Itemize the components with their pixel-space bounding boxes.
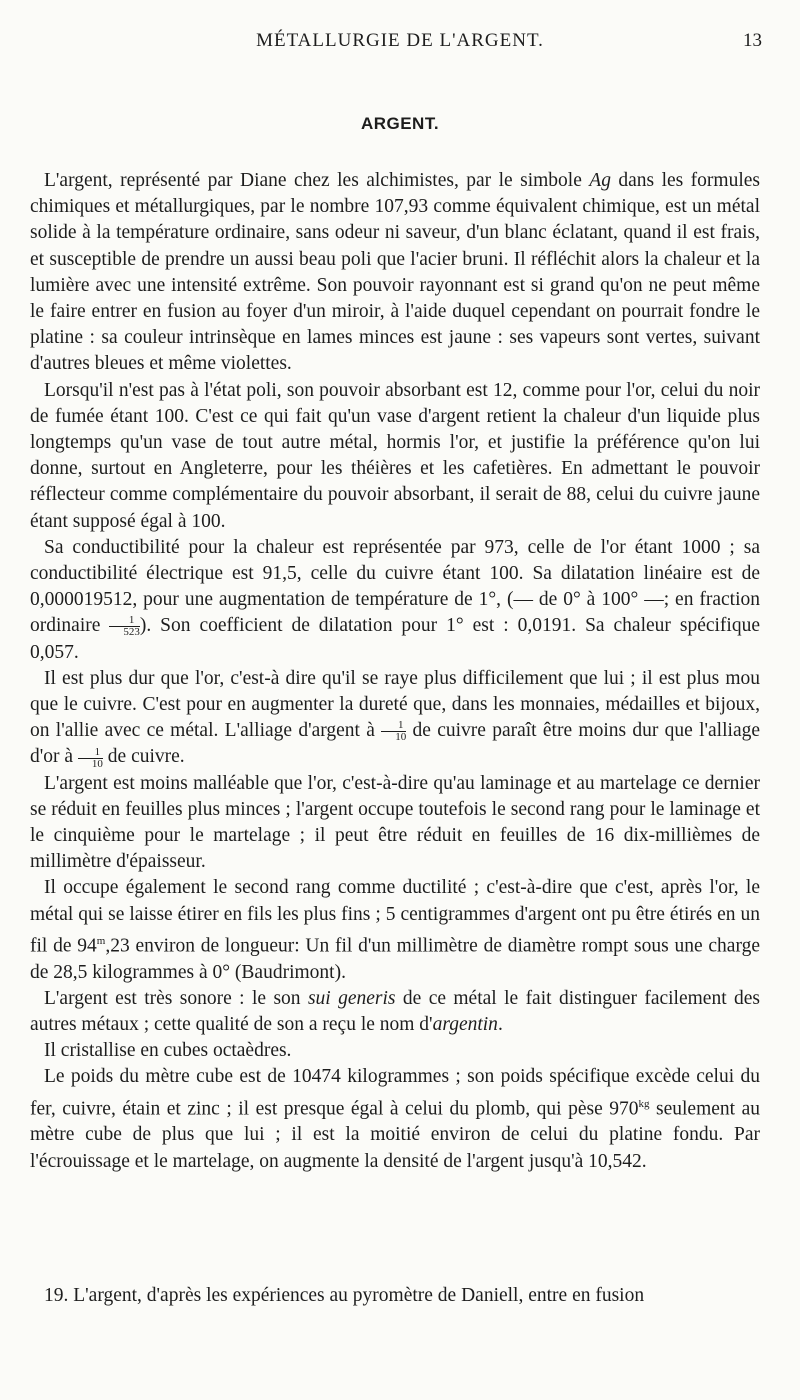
paragraph-1 xyxy=(30,168,760,378)
running-header xyxy=(0,28,800,58)
fraction xyxy=(381,720,406,743)
text-span: de cuivre. xyxy=(102,746,185,768)
text-span: Le poids du mètre cube est de 10474 kilogrammes ; son poids spécifique excède celui du fer, cuivre, étain et zinc ; il est presque égal à celui du plomb, qui pèse 970 xyxy=(30,1066,760,1120)
superscript: m xyxy=(96,934,106,947)
next-section-line xyxy=(44,1283,760,1309)
paragraph-7 xyxy=(30,986,760,1038)
paragraph-5: L'argent est moins malléable que l'or, c'est-à-dire qu'au laminage et au martelage ce dernier se réduit en feuilles plus minces ; l'argent occupe toutefois le second rang pour le laminage et le cinquième pour le martelage ; il peut être réduit en feuilles de 16 dix-millièmes de millimètre d'épaisseur. xyxy=(30,772,760,873)
text-span: Il est plus dur que l'or, c'est-à dire qu'il se raye plus difficilement que lui ; il est plus mou que le cuivre. C'est pour en augmenter la dureté que, dans les monnaies, médailles et bijoux, on l'allie avec ce métal. L'alliage d'argent à xyxy=(30,667,760,742)
text-span: ). Son coefficient de dilatation pour 1° est : 0,0191. Sa chaleur spécifique 0,057. xyxy=(30,615,760,663)
body-text xyxy=(30,168,760,1175)
fraction-denominator: 523 xyxy=(109,626,140,638)
paragraph-3 xyxy=(30,535,760,666)
text-span: ,23 environ de longueur: Un fil d'un millimètre de diamètre rompt sous une charge de 28,5 kilogrammes à 0° (Baudrimont). xyxy=(30,935,760,983)
superscript: kg xyxy=(638,1097,650,1110)
italic-term: sui generis xyxy=(307,987,396,1009)
fraction xyxy=(78,747,103,770)
text-span: de ce métal le fait distinguer facilement des autres métaux ; cette qualité de son a reçu le nom d' xyxy=(30,987,760,1035)
paragraph-2: Lorsqu'il n'est pas à l'état poli, son pouvoir absorbant est 12, comme pour l'or, celui du noir de fumée étant 100. C'est ce qui fait qu'un vase d'argent retient la chaleur d'un liquide plus longtemps qu'un vase de tout autre métal, hormis l'or, et justifie la préférence qu'on lui donne, surtout en Angleterre, pour les théières et les cafetières. En admettant le pouvoir réflecteur comme complémentaire du pouvoir absorbant, il serait de 88, celui du cuivre jaune étant supposé égal à 100. xyxy=(30,379,760,532)
text-span: de cuivre paraît être moins dur que l'alliage d'or à xyxy=(30,720,760,768)
text-span: dans les formules chimiques et métallurgiques, par le nombre 107,93 comme équivalent chimique, est un métal solide à la température ordinaire, sans odeur ni saveur, d'un blanc éclatant, quand il est frais, et susceptible de prendre un aussi beau poli que l'acier bruni. Il réfléchit alors la chaleur et la lumière avec une intensité extrême. Son pouvoir rayonnant est si grand qu'on ne peut même le faire entrer en fusion au foyer d'un miroir, à l'aide duquel cependant on pourrait fondre le platine : sa couleur intrinsèque en lames minces est jaune : ses vapeurs sont vertes, suivant d'autres bleues et même violettes. xyxy=(30,170,760,375)
fraction-numerator: 1 xyxy=(128,614,135,627)
paragraph-9 xyxy=(30,1064,760,1174)
paragraph-4 xyxy=(30,666,760,771)
text-span: Il occupe également le second rang comme ductilité ; c'est-à-dire que c'est, après l'or, le métal qui se laisse étirer en fils les plus fins ; 5 centigrammes d'argent ont pu être étirés en un fil de 94 xyxy=(30,877,760,957)
text-span: Sa conductibilité pour la chaleur est représentée par 973, celle de l'or étant 1000 ; sa conductibilité électrique est 91,5, celle du cuivre étant 100. Sa dilatation linéaire est de 0,000019512, pour une augmentation de température de 1°, (— de 0° à 100° —; en fraction ordinaire xyxy=(30,536,760,637)
fraction-denominator: 10 xyxy=(78,758,103,770)
text-span: L'argent, représenté par Diane chez les alchimistes, par le simbole xyxy=(44,170,590,191)
fraction-numerator: 1 xyxy=(397,719,404,732)
section-number: 19. xyxy=(44,1285,69,1306)
text-span: L'argent, d'après les expériences au pyromètre de Daniell, entre en fusion xyxy=(68,1285,645,1306)
running-title: MÉTALLURGIE DE L'ARGENT. xyxy=(256,30,544,51)
section-title: ARGENT. xyxy=(360,114,440,133)
text-span: seulement au mètre cube de plus que lui ; il est la moitié environ de celui du platine fondu. Par l'écrouissage et le martelage, on augmente la densité de l'argent jusqu'à 10,542. xyxy=(30,1098,760,1172)
paragraph-8: Il cristallise en cubes octaèdres. xyxy=(44,1040,292,1062)
italic-term: argentin xyxy=(432,1014,498,1035)
paragraph-6 xyxy=(30,875,760,985)
page-number: 13 xyxy=(743,30,762,51)
fraction-numerator: 1 xyxy=(94,745,101,758)
text-span: L'argent est très sonore : le son xyxy=(44,987,308,1009)
text-span: . xyxy=(497,1014,503,1035)
symbol-ag: Ag xyxy=(589,170,611,191)
fraction-denominator: 10 xyxy=(381,731,406,743)
fraction xyxy=(109,615,140,638)
